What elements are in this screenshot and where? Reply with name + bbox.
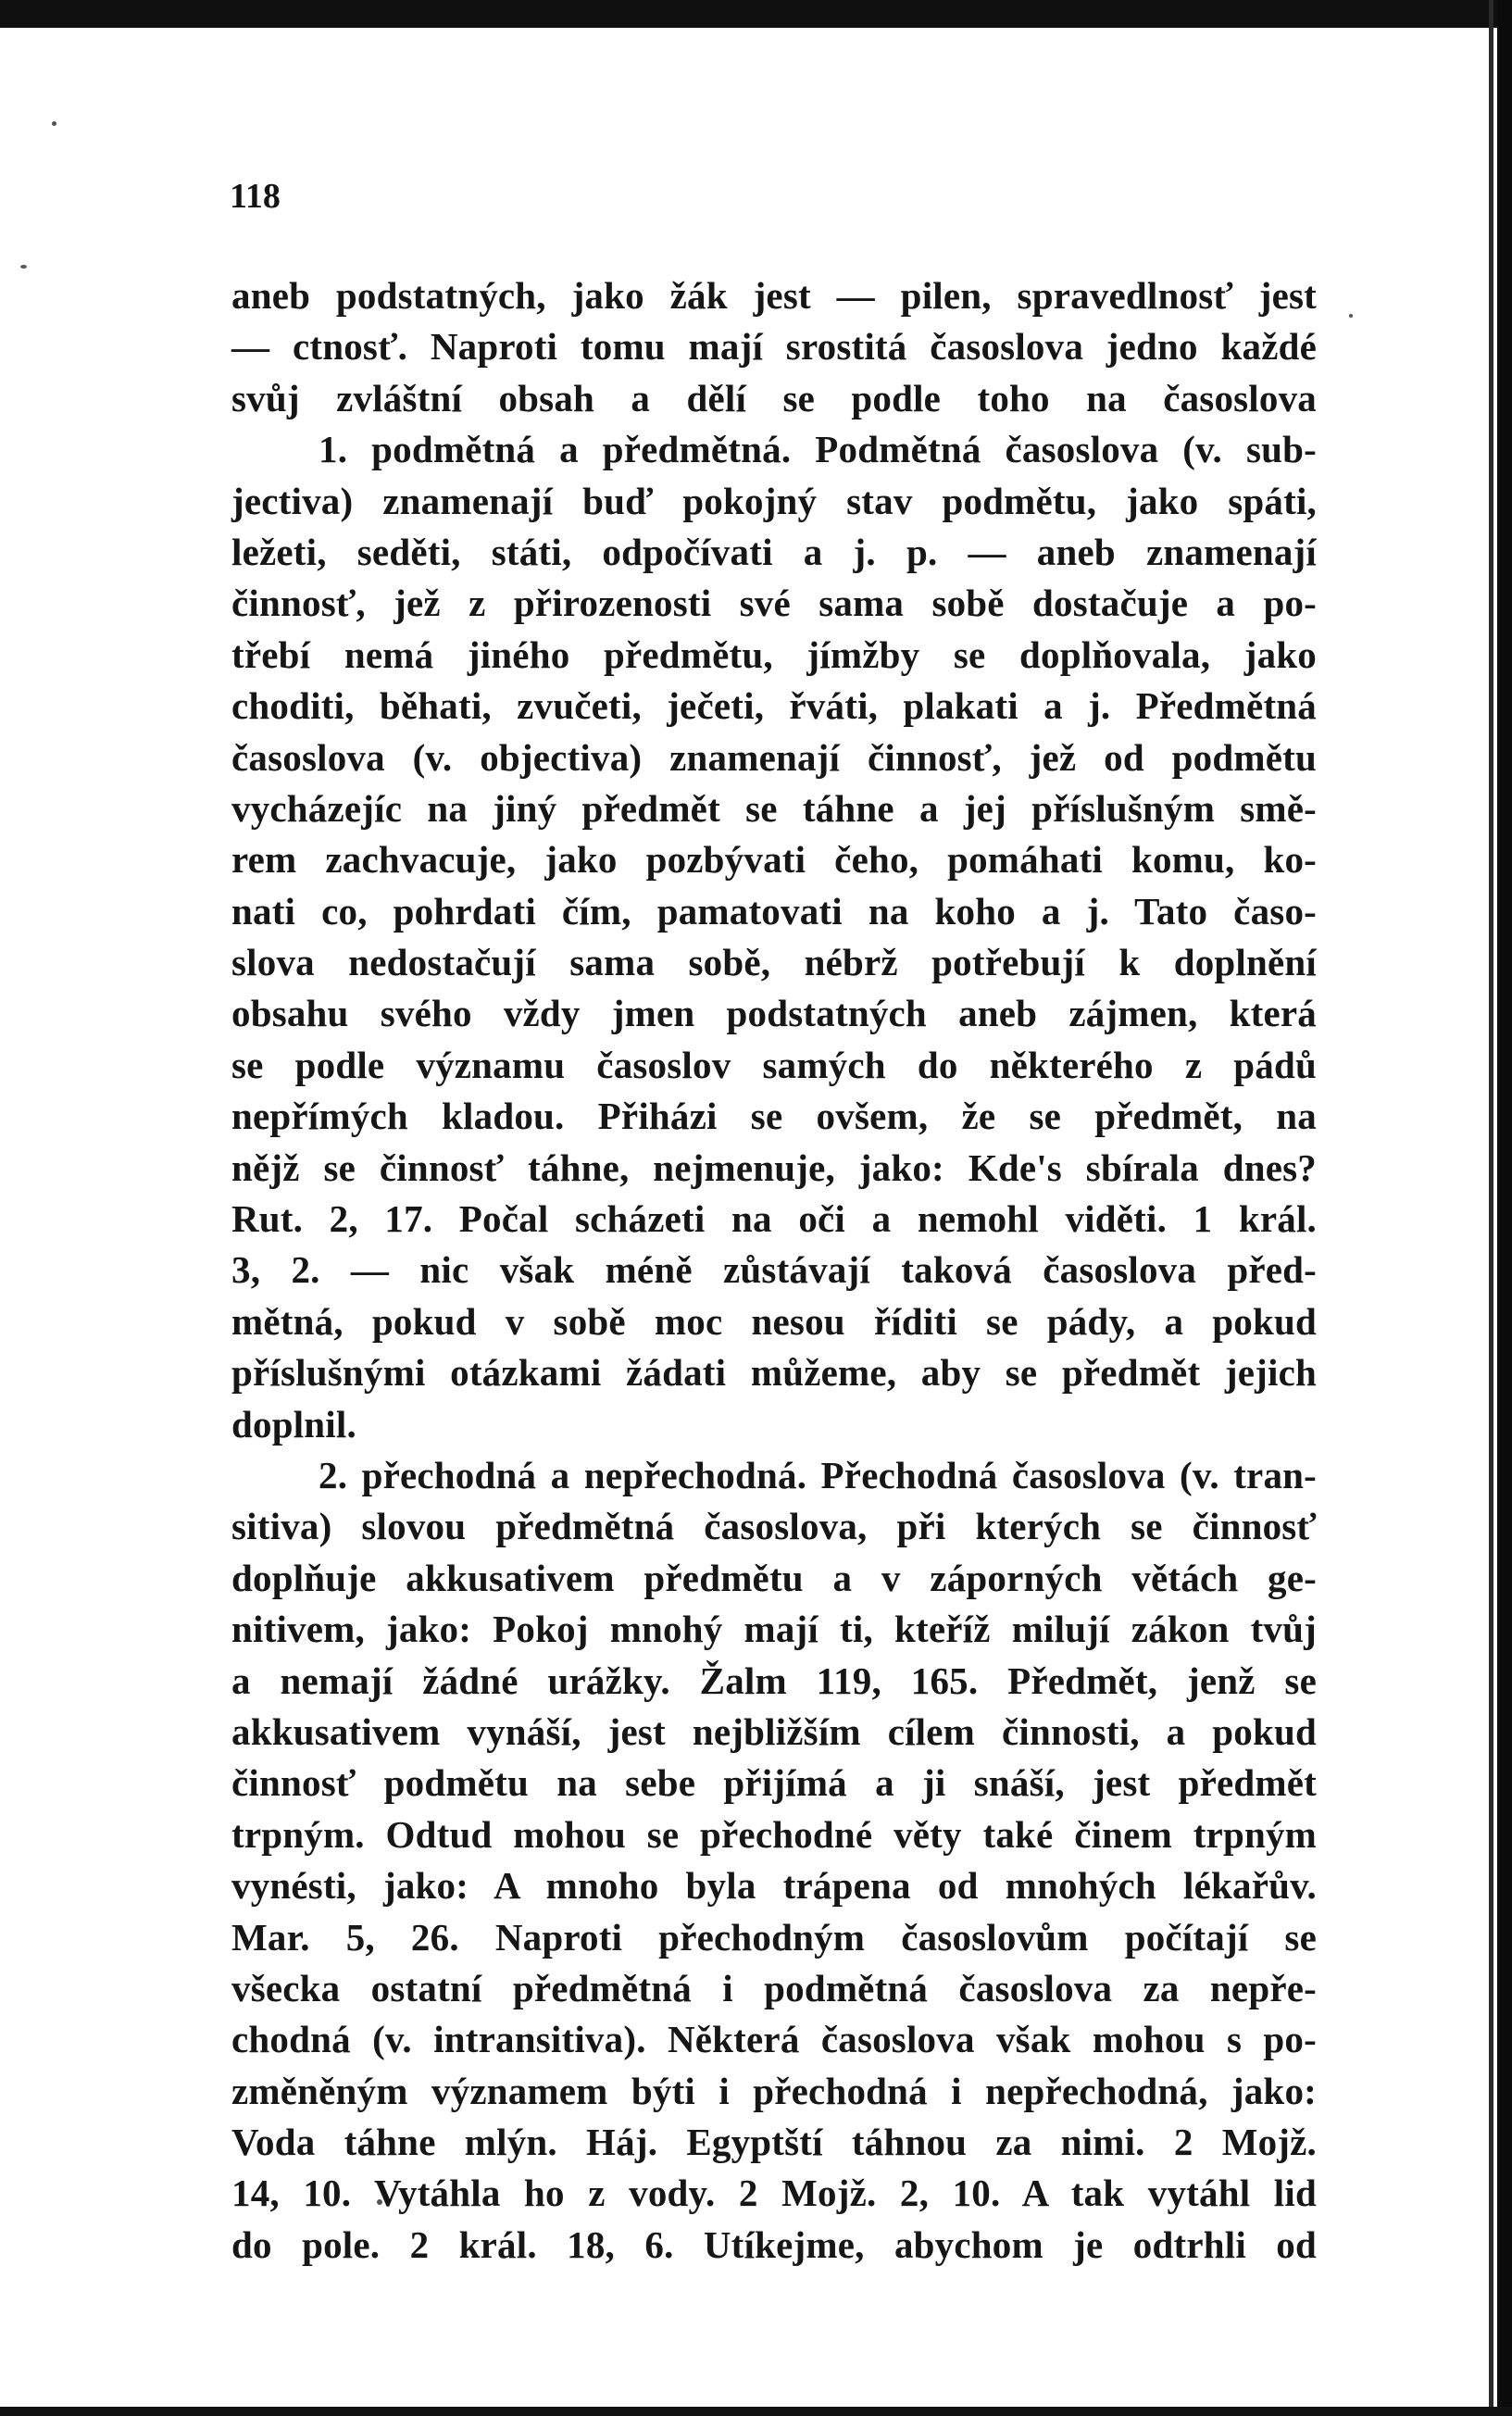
page-number: 118 — [230, 177, 281, 216]
scan-border-bottom — [0, 2407, 1512, 2416]
scan-speck — [20, 265, 27, 269]
text-line: Mar. 5, 26. Naproti přechodným časoslovům počítají se — [231, 1915, 1317, 1959]
text-line: choditi, běhati, zvučeti, ječeti, řváti, plakati a j. Předmětná — [231, 684, 1317, 728]
text-line: 3, 2. — nic však méně zůstávají taková časoslova před- — [231, 1248, 1317, 1292]
text-line: do pole. 2 král. 18, 6. Utíkejme, abychom je odtrhli od — [231, 2222, 1317, 2266]
text-line: doplňuje akkusativem předmětu a v záporných větách ge- — [231, 1556, 1317, 1599]
text-line: všecka ostatní předmětná i podmětná časoslova za nepře- — [231, 1966, 1317, 2009]
text-line: nepřímých kladou. Přiházi se ovšem, že se předmět, na — [231, 1095, 1317, 1138]
scan-speck — [52, 121, 56, 126]
text-line: vycházejíc na jiný předmět se táhne a jej příslušným smě- — [231, 786, 1317, 830]
text-line: třebí nemá jiného předmětu, jímžby se doplňovala, jako — [231, 632, 1317, 676]
scan-border-right — [1497, 0, 1512, 2416]
text-line: rem zachvacuje, jako pozbývati čeho, pomáhati komu, ko- — [231, 838, 1317, 882]
text-line: doplnil. — [231, 1402, 356, 1446]
text-line: chodná (v. intransitiva). Některá časoslova však mohou s po- — [231, 2018, 1317, 2061]
text-line: časoslova (v. objectiva) znamenají činnosť, jež od podmětu — [231, 735, 1317, 779]
text-line: vynésti, jako: A mnoho byla trápena od mnohých lékařův. — [231, 1864, 1317, 1908]
text-line: nati co, pohrdati čím, pamatovati na koho a j. Tato časo- — [231, 889, 1317, 933]
text-line: mětná, pokud v sobě moc nesou říditi se pády, a pokud — [231, 1299, 1317, 1343]
text-line: činnosť, jež z přirozenosti své sama sobě dostačuje a po- — [231, 582, 1317, 625]
text-line: 14, 10. Vytáhla ho z vody. 2 Mojž. 2, 10. A tak vytáhl lid — [231, 2172, 1317, 2215]
text-line: Rut. 2, 17. Počal scházeti na oči a nemohl viděti. 1 král. — [231, 1197, 1317, 1241]
text-line: změněným významem býti i přechodná i nepřechodná, jako: — [231, 2069, 1317, 2112]
text-line: nějž se činnosť táhne, nejmenuje, jako: Kde's sbírala dnes? — [231, 1145, 1317, 1189]
text-line: ležeti, seděti, státi, odpočívati a j. p. — aneb znamenají — [231, 530, 1317, 573]
text-line: činnosť podmětu na sebe přijímá a ji snáší, jest předmět — [231, 1761, 1317, 1805]
scan-speck — [1349, 314, 1353, 318]
text-line: sitiva) slovou předmětná časoslova, při kterých se činnosť — [231, 1505, 1317, 1548]
text-line: aneb podstatných, jako žák jest — pilen, spravedlnosť jest — [231, 274, 1317, 317]
text-line: — ctnosť. Naproti tomu mají srostitá časoslova jedno každé — [231, 325, 1317, 369]
text-line: trpným. Odtud mohou se přechodné věty také činem trpným — [231, 1812, 1317, 1856]
text-line: obsahu svého vždy jmen podstatných aneb zájmen, která — [231, 992, 1317, 1035]
text-line: slova nedostačují sama sobě, nébrž potřebují k doplnění — [231, 941, 1317, 984]
text-line: svůj zvláštní obsah a dělí se podle toho na časoslova — [231, 376, 1317, 419]
text-line: 2. přechodná a nepřechodná. Přechodná časoslova (v. tran- — [319, 1453, 1317, 1496]
text-line: a nemají žádné urážky. Žalm 119, 165. Předmět, jenž se — [231, 1659, 1317, 1702]
body-text — [231, 270, 1317, 2271]
scan-border-right-inner — [1489, 0, 1493, 2416]
scan-border-top — [0, 0, 1512, 28]
text-line: nitivem, jako: Pokoj mnohý mají ti, kteříž milují zákon tvůj — [231, 1608, 1317, 1651]
text-line: 1. podmětná a předmětná. Podmětná časoslova (v. sub- — [319, 428, 1317, 471]
text-line: se podle významu časoslov samých do některého z pádů — [231, 1043, 1317, 1086]
text-line: jectiva) znamenají buď pokojný stav podmětu, jako spáti, — [231, 479, 1317, 522]
text-line: Voda táhne mlýn. Háj. Egyptští táhnou za nimi. 2 Mojž. — [231, 2121, 1317, 2164]
text-line: příslušnými otázkami žádati můžeme, aby se předmět jejich — [231, 1351, 1317, 1395]
text-line: akkusativem vynáší, jest nejbližším cílem činnosti, a pokud — [231, 1709, 1317, 1753]
